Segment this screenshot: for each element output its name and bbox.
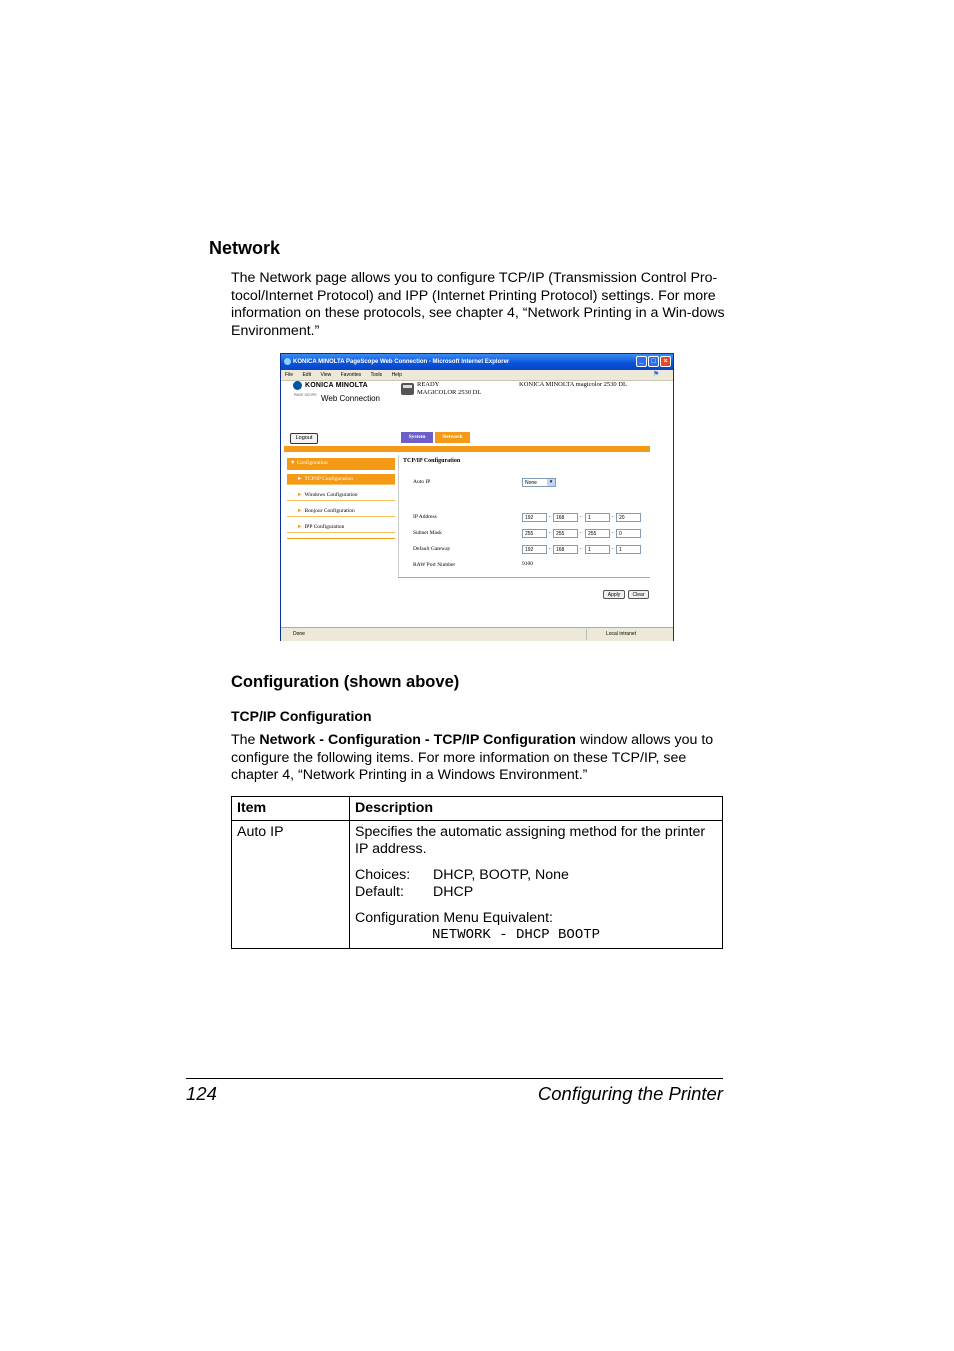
ie-icon: [284, 358, 291, 365]
tab-network[interactable]: Network: [435, 432, 470, 443]
mask-octet-2[interactable]: 255: [553, 529, 578, 538]
status-zone: Local intranet: [606, 631, 637, 637]
description-text: Specifies the automatic assigning method for the printer IP address.: [355, 824, 706, 858]
cell-description: [350, 821, 723, 949]
desc-pre: The: [231, 732, 260, 748]
auto-ip-label: Auto IP: [413, 479, 431, 485]
section-title: Network: [209, 238, 281, 258]
web-connection-label: Web Connection: [321, 394, 380, 403]
content-divider: [398, 577, 650, 578]
footer-rule: [186, 1078, 723, 1079]
subsection-title: Configuration (shown above): [231, 673, 460, 691]
menu-file[interactable]: File: [285, 372, 294, 378]
default-value: DHCP: [433, 884, 474, 901]
gw-octet-3[interactable]: 1: [585, 545, 610, 554]
page-number: 124: [186, 1083, 217, 1104]
dot-separator: .: [549, 529, 551, 535]
footer-title: Configuring the Printer: [537, 1083, 723, 1104]
nav-item-tcpip[interactable]: [287, 474, 395, 485]
dot-separator: .: [580, 529, 582, 535]
table-header-row: [232, 797, 723, 821]
choices-row: [355, 867, 717, 884]
arrow-right-icon: ►: [297, 508, 303, 514]
status-separator: [586, 629, 587, 640]
nav-item-windows[interactable]: [287, 490, 395, 501]
status-model: MAGICOLOR 2530 DL: [417, 389, 482, 396]
choices-value: DHCP, BOOTP, None: [433, 866, 569, 883]
mask-octet-3[interactable]: 255: [585, 529, 610, 538]
dot-separator: .: [549, 513, 551, 519]
content-title: TCP/IP Configuration: [403, 458, 461, 464]
browser-statusbar: [281, 627, 673, 641]
nav-item-label: TCP/IP Configuration: [304, 476, 353, 482]
arrow-right-icon: ►: [297, 524, 303, 530]
header-bar: [284, 446, 650, 452]
logout-button[interactable]: Logout: [290, 433, 318, 444]
ip-address-label: IP Address: [413, 514, 437, 520]
gateway-label: Default Gateway: [413, 546, 451, 552]
minimize-icon[interactable]: _: [636, 356, 647, 367]
window-titlebar: [281, 354, 673, 370]
maximize-icon[interactable]: □: [648, 356, 659, 367]
menu-equiv-value: NETWORK - DHCP BOOTP: [432, 927, 601, 944]
gw-octet-2[interactable]: 168: [553, 545, 578, 554]
menu-view[interactable]: View: [320, 372, 332, 378]
nav-item-label: IPP Configuration: [304, 524, 345, 530]
ip-octet-4[interactable]: 20: [616, 513, 641, 522]
description-paragraph: [231, 732, 726, 785]
tab-system[interactable]: System: [401, 432, 433, 443]
arrow-right-icon: ►: [297, 492, 303, 498]
dot-separator: .: [612, 513, 614, 519]
dot-separator: .: [580, 513, 582, 519]
subsubsection-title: TCP/IP Configuration: [231, 708, 372, 724]
nav-item-bonjour[interactable]: [287, 506, 395, 517]
menu-tools[interactable]: Tools: [370, 372, 383, 378]
window-title: KONICA MINOLTA PageScope Web Connection - Microsoft Internet Explorer: [293, 359, 510, 365]
status-done: Done: [293, 631, 305, 637]
gw-octet-4[interactable]: 1: [616, 545, 641, 554]
ip-octet-3[interactable]: 1: [585, 513, 610, 522]
close-icon[interactable]: ×: [660, 356, 671, 367]
nav-item-label: Bonjour Configuration: [304, 508, 355, 514]
dot-separator: .: [580, 545, 582, 551]
status-ready: READY: [417, 381, 440, 388]
menu-edit[interactable]: Edit: [302, 372, 312, 378]
konica-logo-icon: [293, 381, 302, 390]
raw-port-label: RAW Port Number: [413, 562, 456, 568]
menu-help[interactable]: Help: [391, 372, 402, 378]
mask-octet-1[interactable]: 255: [522, 529, 547, 538]
panel-divider: [398, 455, 399, 577]
menu-equiv-label: Configuration Menu Equivalent:: [355, 909, 553, 926]
dot-separator: .: [549, 545, 551, 551]
choices-label: Choices:: [355, 866, 411, 883]
auto-ip-select[interactable]: [522, 478, 556, 487]
brand-name: KONICA MINOLTA: [305, 382, 368, 389]
desc-post: window allows you to configure the following items. For more information on these TCP/IP, see chapter 4, “Network Printing in a Windows Environment.”: [231, 732, 714, 784]
printer-icon: [401, 383, 414, 395]
nav-item-ipp[interactable]: [287, 522, 395, 533]
desc-bold: Network - Configuration - TCP/IP Configuration: [259, 732, 576, 748]
ip-octet-2[interactable]: 168: [553, 513, 578, 522]
ip-octet-1[interactable]: 192: [522, 513, 547, 522]
dot-separator: .: [612, 545, 614, 551]
nav-configuration-header[interactable]: ▼ Configuration: [287, 458, 395, 470]
auto-ip-value: None: [525, 480, 537, 486]
default-row: [355, 884, 717, 901]
header-description: Description: [350, 797, 723, 821]
menu-bar: [281, 370, 673, 381]
windows-logo-icon: ⚑: [653, 371, 660, 378]
dot-separator: .: [612, 529, 614, 535]
mask-octet-4[interactable]: 0: [616, 529, 641, 538]
pagescope-logo: PAGE SCOPE: [294, 393, 317, 397]
settings-table: [231, 796, 723, 949]
default-label: Default:: [355, 884, 404, 901]
raw-port-value: 9100: [522, 561, 533, 567]
printer-status: [417, 381, 481, 397]
gw-octet-1[interactable]: 192: [522, 545, 547, 554]
clear-button[interactable]: Clear: [628, 590, 649, 599]
table-row: [232, 821, 723, 949]
printer-model: KONICA MINOLTA magicolor 2530 DL: [519, 381, 627, 388]
chevron-down-icon: ▾: [547, 479, 555, 486]
apply-button[interactable]: Apply: [603, 590, 625, 599]
header-item: Item: [232, 797, 350, 821]
intro-paragraph: The Network page allows you to configure TCP/IP (Transmission Control Pro-tocol/Internet Protocol) and IPP (Internet Printing Protocol) settings. For more information on these protocols, see chapter 4, “Network Printing in a Win-dows Environment.”: [231, 270, 725, 339]
menu-favorites[interactable]: Favorites: [340, 372, 362, 378]
nav-item-label: Windows Configuration: [304, 492, 358, 498]
subnet-mask-label: Subnet Mask: [413, 530, 442, 536]
cell-item: Auto IP: [232, 821, 350, 949]
nav-divider: [287, 538, 395, 539]
arrow-right-icon: ►: [297, 476, 303, 482]
